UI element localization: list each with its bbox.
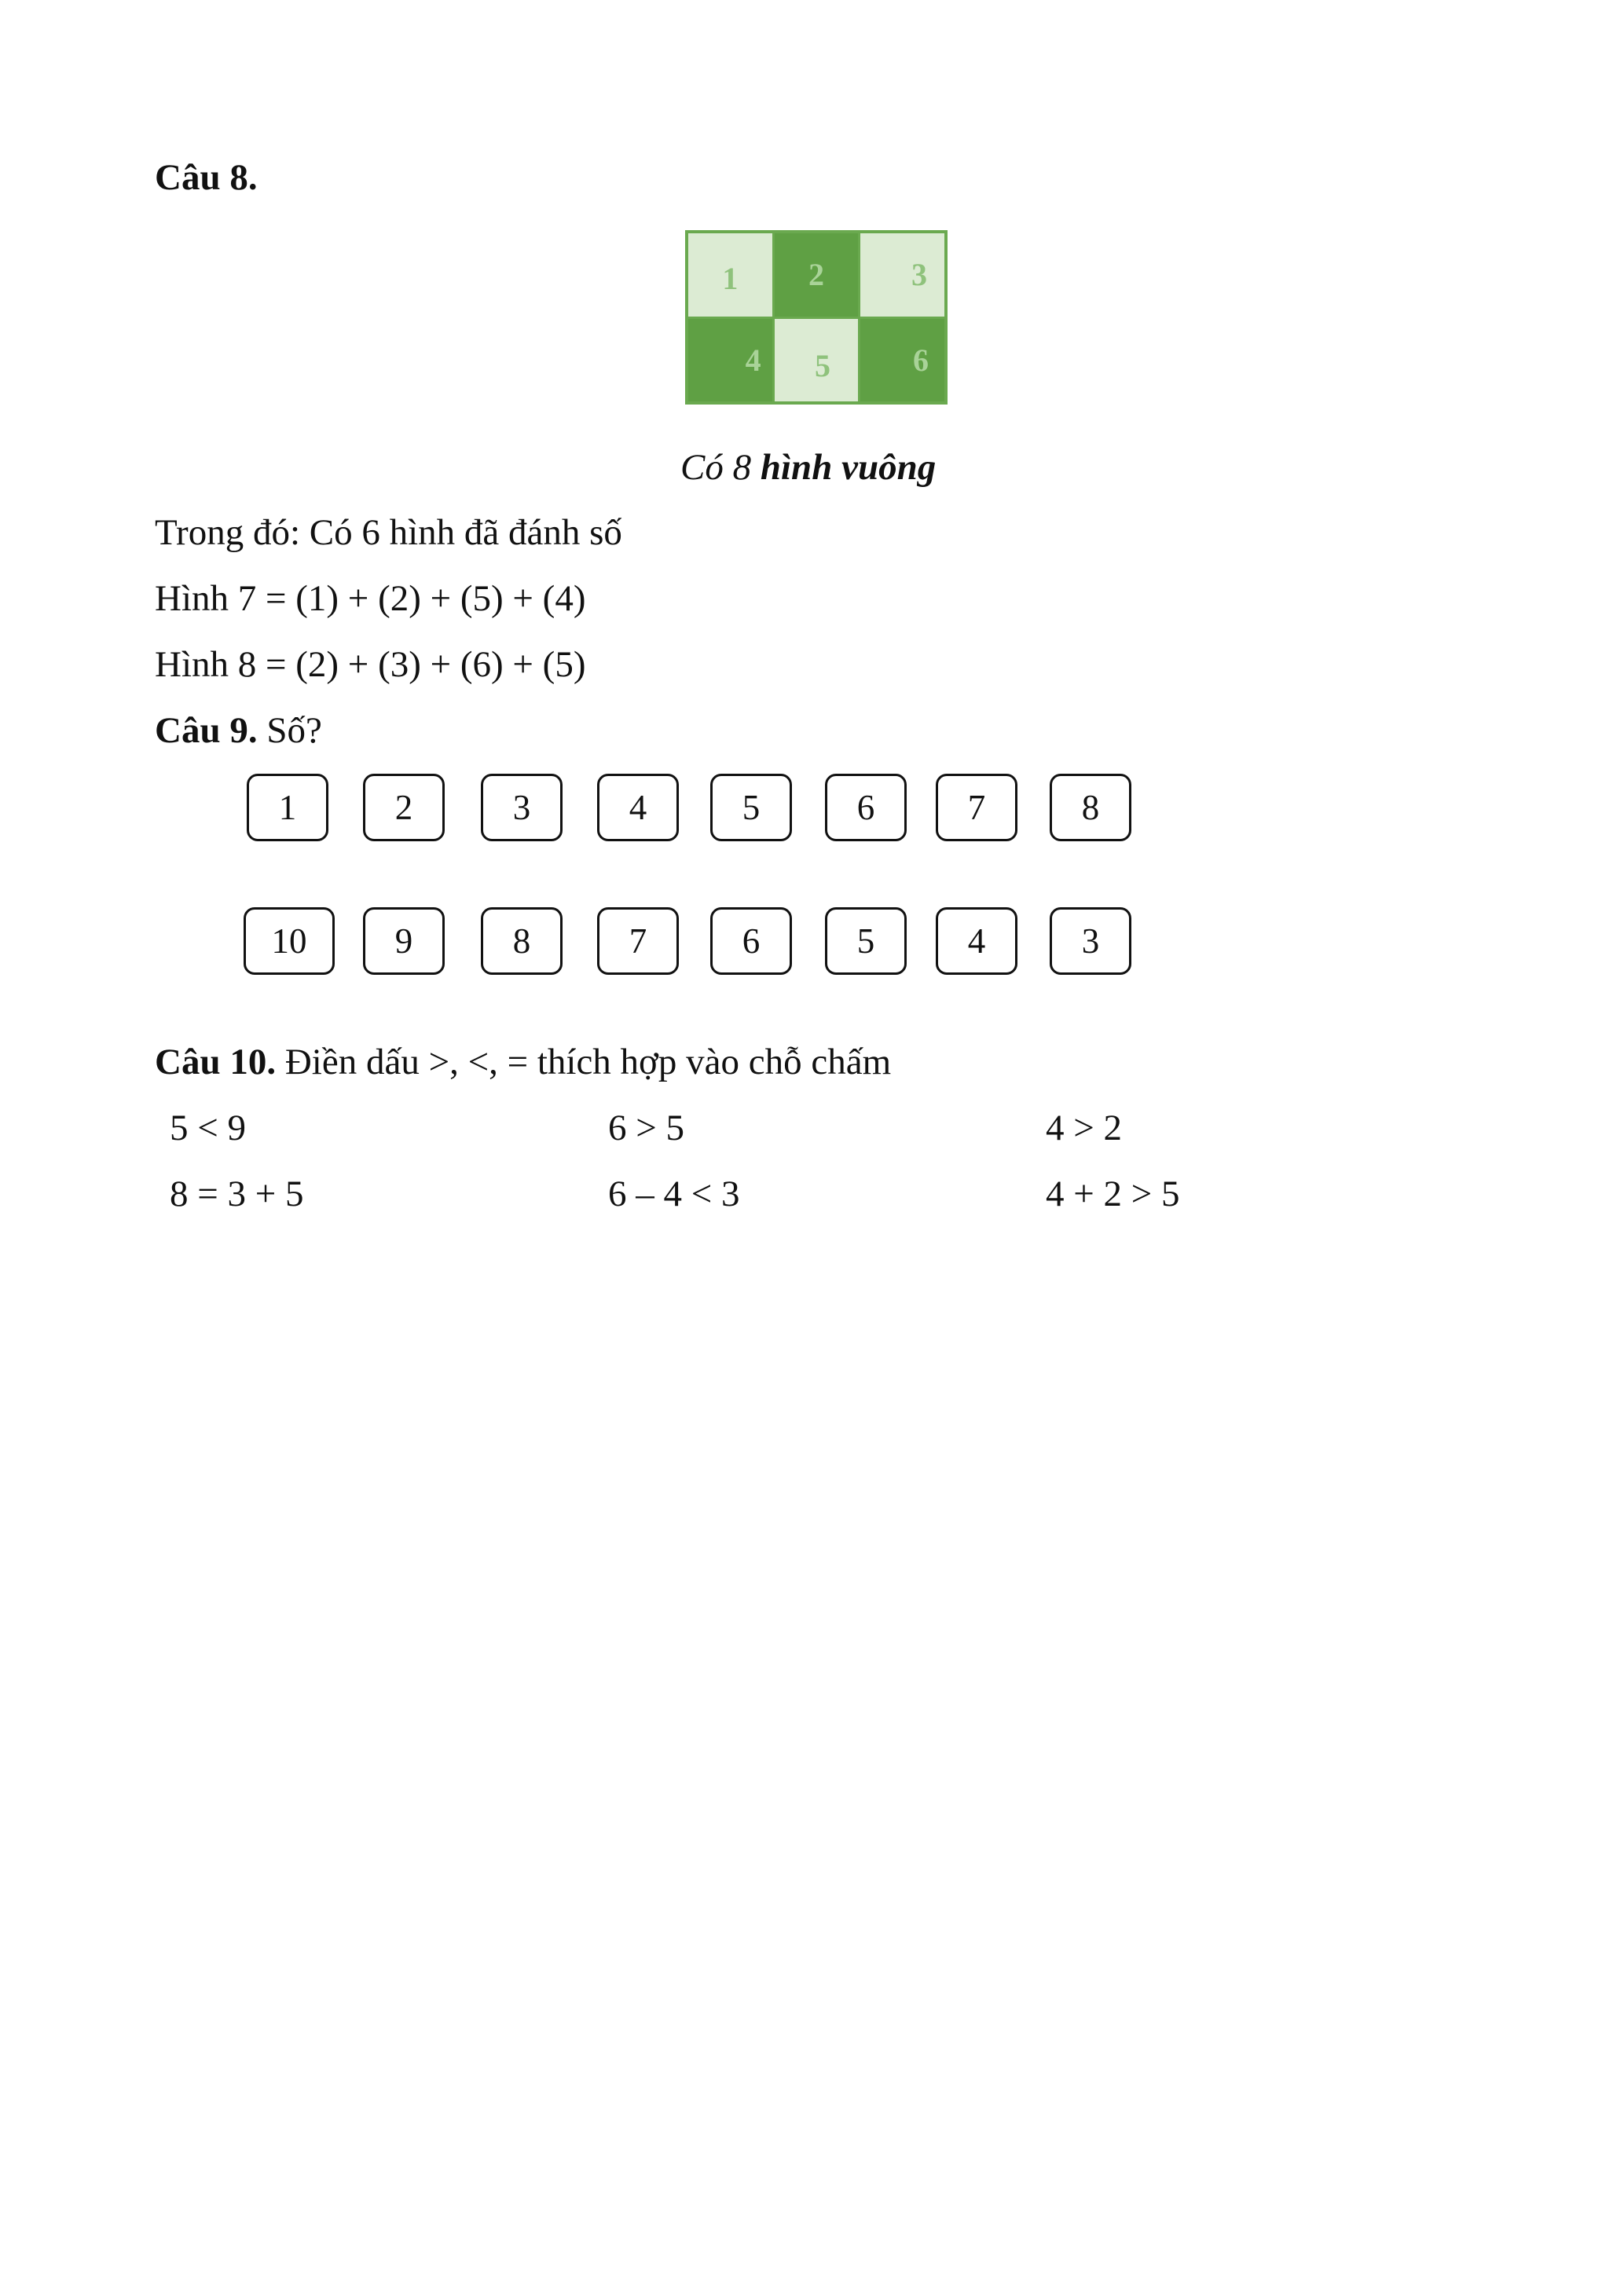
question-9-title: Câu 9. bbox=[155, 710, 258, 751]
comparison-item: 8 = 3 + 5 bbox=[170, 1174, 304, 1214]
comparison-item: 6 > 5 bbox=[608, 1108, 685, 1148]
square-6: 6 bbox=[860, 319, 944, 402]
q8-line-3: Hình 8 = (2) + (3) + (6) + (5) bbox=[155, 644, 586, 685]
caption-bold: hình vuông bbox=[760, 447, 937, 488]
square-1: 1 bbox=[688, 233, 772, 317]
number-box: 5 bbox=[825, 907, 907, 975]
question-8-title: Câu 8. bbox=[155, 157, 258, 198]
comparison-item: 4 + 2 > 5 bbox=[1046, 1174, 1180, 1214]
square-5: 5 bbox=[775, 319, 859, 402]
question-10-title: Câu 10. bbox=[155, 1042, 277, 1082]
number-box: 4 bbox=[597, 774, 679, 841]
question-9-heading bbox=[155, 707, 322, 754]
number-box: 9 bbox=[363, 907, 445, 975]
number-box: 8 bbox=[481, 907, 563, 975]
question-10-heading bbox=[155, 1038, 891, 1086]
number-box: 6 bbox=[710, 907, 792, 975]
q8-line-2: Hình 7 = (1) + (2) + (5) + (4) bbox=[155, 578, 586, 619]
question-10-prompt: Điền dấu >, <, = thích hợp vào chỗ chấm bbox=[276, 1042, 892, 1082]
comparison-item: 4 > 2 bbox=[1046, 1108, 1123, 1148]
caption-prefix: Có 8 bbox=[680, 447, 761, 488]
comparison-item: 6 – 4 < 3 bbox=[608, 1174, 740, 1214]
q8-line-1: Trong đó: Có 6 hình đã đánh số bbox=[155, 512, 622, 553]
number-box: 1 bbox=[247, 774, 328, 841]
number-box: 7 bbox=[597, 907, 679, 975]
number-box: 10 bbox=[244, 907, 335, 975]
figure-caption bbox=[680, 444, 936, 491]
number-box: 5 bbox=[710, 774, 792, 841]
number-box: 2 bbox=[363, 774, 445, 841]
number-box: 3 bbox=[1050, 907, 1131, 975]
number-box: 4 bbox=[936, 907, 1017, 975]
square-3: 3 bbox=[860, 233, 944, 317]
numbered-squares-figure bbox=[685, 230, 948, 405]
question-9-prompt: Số? bbox=[257, 710, 322, 751]
comparison-item: 5 < 9 bbox=[170, 1108, 247, 1148]
number-box: 7 bbox=[936, 774, 1017, 841]
number-box: 3 bbox=[481, 774, 563, 841]
square-4: 4 bbox=[688, 319, 772, 402]
number-box: 8 bbox=[1050, 774, 1131, 841]
square-2: 2 bbox=[775, 233, 859, 317]
number-box: 6 bbox=[825, 774, 907, 841]
